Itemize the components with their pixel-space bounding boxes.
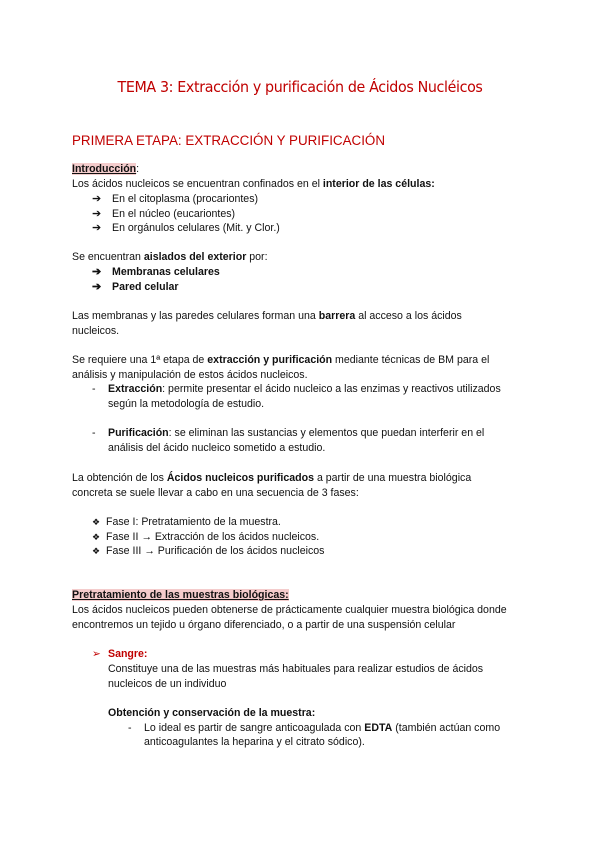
dash-bullet: - xyxy=(92,427,96,439)
document-title: TEMA 3: Extracción y purificación de Ácidos Nucléicos xyxy=(117,78,483,96)
phase-item: ❖ Fase III → Purificación de los ácidos nucleicos xyxy=(92,545,325,557)
barrier-line: Las membranas y las paredes celulares forman una barrera al acceso a los ácidos xyxy=(72,310,462,322)
intro-label: Introducción xyxy=(72,163,137,175)
intro-label-line: Introducción: xyxy=(72,163,140,175)
obtaining-line-2: concreta se suele llevar a cabo en una secuencia de 3 fases: xyxy=(72,487,359,499)
pretreatment-label: Pretratamiento de las muestras biológicas: xyxy=(72,589,289,601)
intro-line: Los ácidos nucleicos se encuentran confinados en el interior de las células: xyxy=(72,178,435,190)
arrow-icon: ➔ xyxy=(92,266,102,278)
blood-subheading: Obtención y conservación de la muestra: xyxy=(108,707,316,719)
obtaining-line: La obtención de los Ácidos nucleicos purificados a partir de una muestra biológica xyxy=(72,472,472,484)
purification-line-2: análisis del ácido nucleico sometido a estudio. xyxy=(108,442,326,454)
diamond-bullet-icon: ❖ xyxy=(92,517,101,527)
pretreatment-label-line xyxy=(72,588,289,602)
section-heading: PRIMERA ETAPA: EXTRACCIÓN Y PURIFICACIÓN xyxy=(72,133,385,148)
diamond-bullet-icon: ❖ xyxy=(92,532,101,542)
blood-heading: ➢ Sangre: xyxy=(92,648,148,660)
stage-line-2: análisis y manipulación de estos ácidos nucleicos. xyxy=(72,369,308,381)
barrier-line-2: nucleicos. xyxy=(72,325,120,337)
phase-item: ❖ Fase II → Extracción de los ácidos nucleicos. xyxy=(92,531,320,543)
diamond-bullet-icon: ❖ xyxy=(92,546,101,556)
arrow-icon: ➔ xyxy=(92,222,102,234)
blood-line-2: nucleicos de un individuo xyxy=(108,678,227,690)
pretreatment-line: Los ácidos nucleicos pueden obtenerse de prácticamente cualquier muestra biológica donde xyxy=(72,604,507,616)
list-item: ➔ En el citoplasma (procariontes) xyxy=(92,193,259,205)
isolated-line: Se encuentran aislados del exterior por: xyxy=(72,251,268,263)
extraction-line-2: según la metodología de estudio. xyxy=(108,398,265,410)
list-item: ➔ Pared celular xyxy=(92,281,179,293)
list-item: ➔ En orgánulos celulares (Mit. y Clor.) xyxy=(92,222,280,234)
purification-item: - Purificación: se eliminan las sustancias y elementos que puedan interferir en el xyxy=(92,427,485,439)
list-item: ➔ En el núcleo (eucariontes) xyxy=(92,208,236,220)
list-item: ➔ Membranas celulares xyxy=(92,266,220,278)
stage-line: Se requiere una 1ª etapa de extracción y purificación mediante técnicas de BM para el xyxy=(72,354,490,366)
blood-item-line-2: anticoagulantes la heparina y el citrato sódico). xyxy=(144,736,365,748)
dash-bullet: - xyxy=(92,383,96,395)
triangle-bullet-icon: ➢ xyxy=(92,648,101,660)
pretreatment-line-2: encontremos un tejido u órgano diferenciado, o a partir de una suspensión celular xyxy=(72,619,456,631)
dash-bullet: - xyxy=(128,722,132,734)
blood-item: - Lo ideal es partir de sangre anticoagulada con EDTA (también actúan como xyxy=(128,722,501,734)
arrow-icon: ➔ xyxy=(92,208,102,220)
arrow-icon: ➔ xyxy=(92,281,102,293)
phase-item: ❖ Fase I: Pretratamiento de la muestra. xyxy=(92,516,281,528)
arrow-icon: ➔ xyxy=(92,193,102,205)
blood-line: Constituye una de las muestras más habituales para realizar estudios de ácidos xyxy=(108,663,484,675)
extraction-item: - Extracción: permite presentar el ácido nucleico a las enzimas y reactivos utilizados xyxy=(92,383,501,395)
